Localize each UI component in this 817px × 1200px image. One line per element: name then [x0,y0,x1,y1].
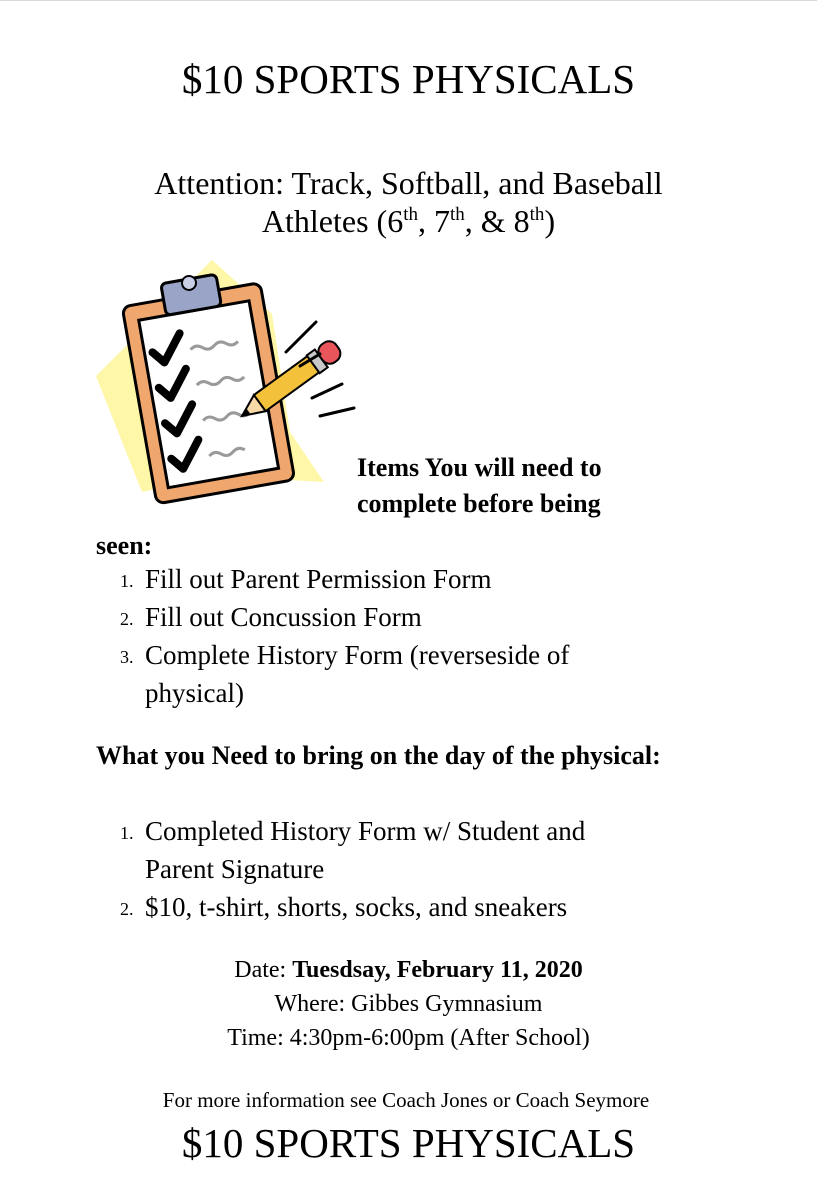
list-item: 1. Completed History Form w/ Student and Parent Signature [120,816,586,884]
more-info-note: For more information see Coach Jones or Coach Seymore [162,1088,650,1112]
list-item: 2. Fill out Concussion Form [120,602,422,632]
list-item: 3. Complete History Form (reverseside of physical) [120,640,570,708]
flyer-title: $10 SPORTS PHYSICALS [181,56,636,102]
clipboard-checklist-icon [94,256,362,506]
items-list [96,560,736,712]
attention-line-2: Athletes (6th, 7th, & 8th) [261,203,556,239]
attention-heading [0,164,817,240]
event-time: Time: 4:30pm-6:00pm (After School) [227,1025,590,1051]
bring-list [96,812,736,926]
event-date-value: Tuesdsay, February 11, 2020 [292,957,583,983]
items-heading [357,450,717,522]
flyer-footer-title: $10 SPORTS PHYSICALS [181,1120,636,1166]
event-details [0,953,817,1055]
attention-line-1: Attention: Track, Softball, and Baseball [154,165,663,201]
items-heading-line-2: complete before being [357,489,601,518]
bring-heading: What you Need to bring on the day of the physical: [96,741,661,770]
list-item: 1. Fill out Parent Permission Form [120,564,492,594]
items-heading-line-1: Items You will need to [357,453,602,482]
event-date: Date: Tuesdsay, February 11, 2020 [234,957,583,983]
page-top-border [0,0,817,1]
list-item: 2. $10, t-shirt, shorts, socks, and sneakers [120,892,568,922]
items-heading-line-3: seen: [96,531,153,560]
event-location: Where: Gibbes Gymnasium [274,991,543,1017]
